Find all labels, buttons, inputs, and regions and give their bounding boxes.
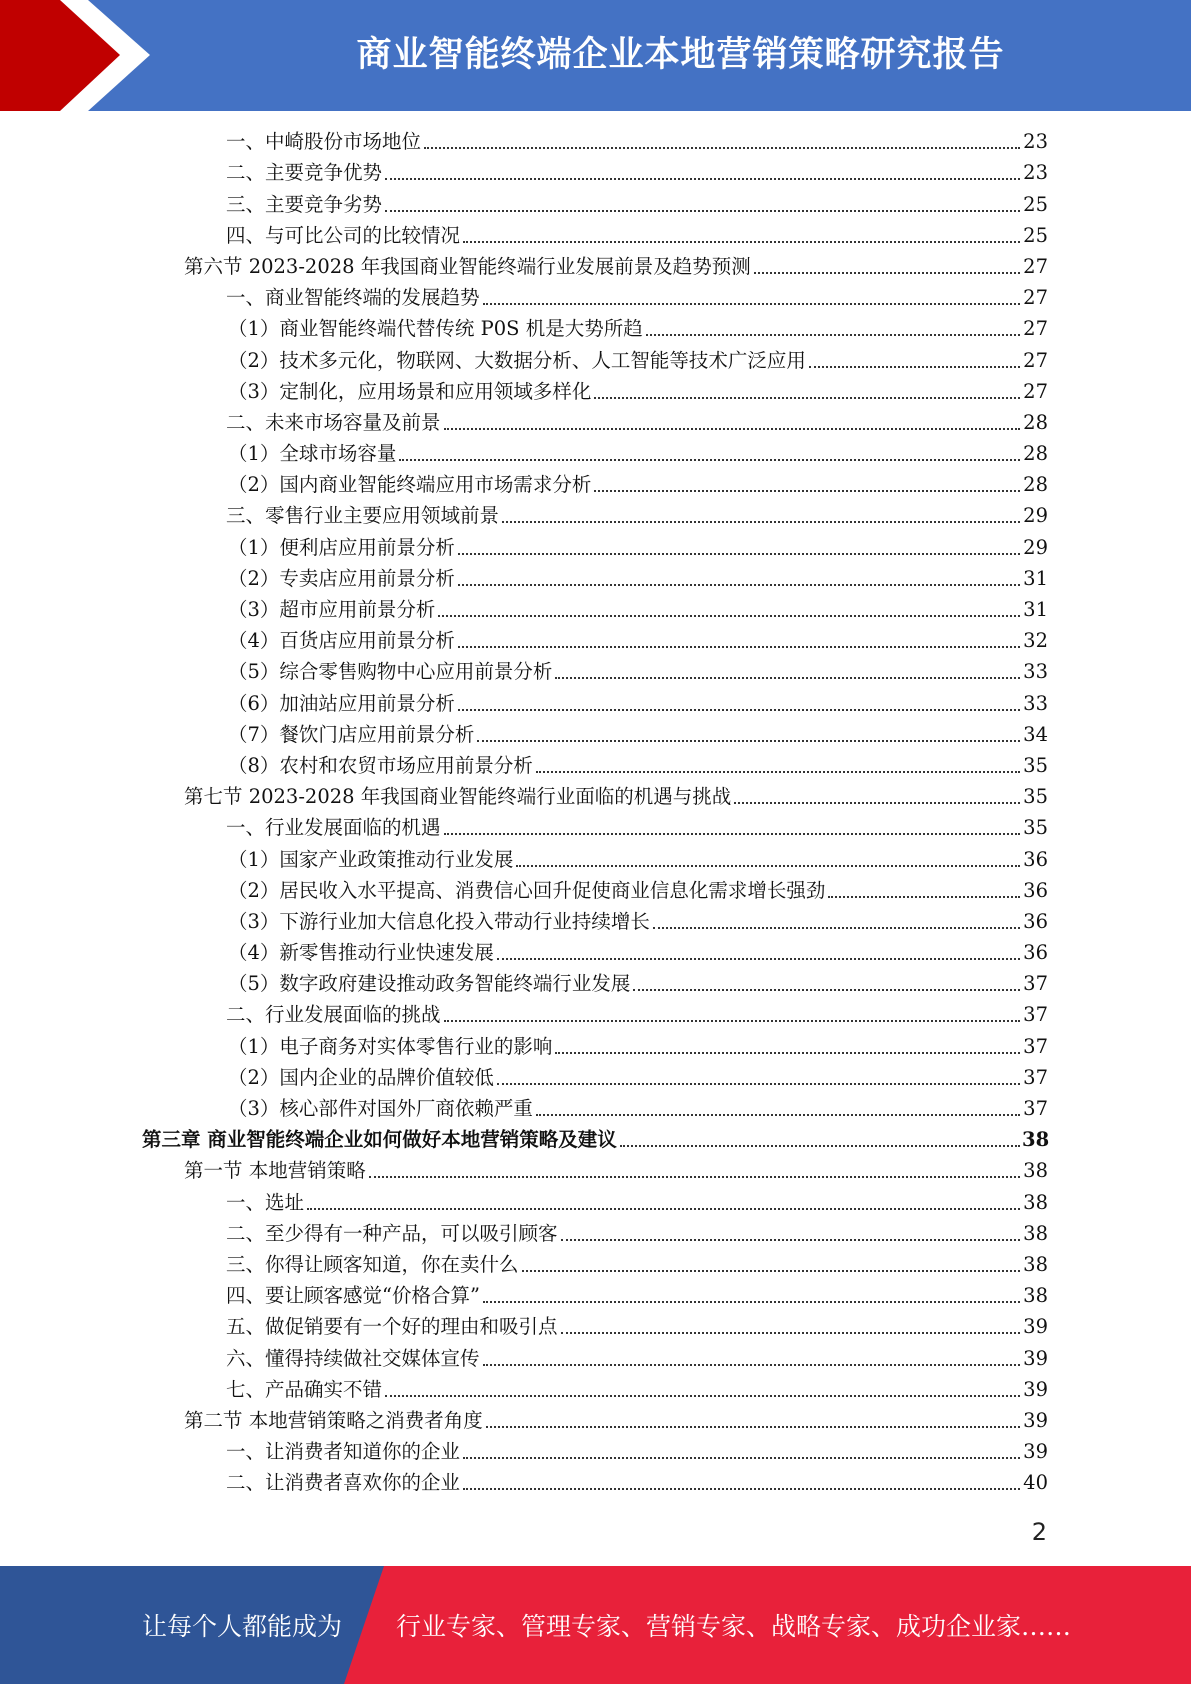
- toc-leader-dots: [483, 1301, 1020, 1303]
- toc-entry-page: 27: [1023, 286, 1048, 310]
- toc-entry-title: （1）商业智能终端代替传统 P0S 机是大势所趋: [228, 317, 643, 341]
- toc-entry-page: 37: [1023, 1003, 1048, 1027]
- toc-entry-title: 一、商业智能终端的发展趋势: [226, 286, 480, 310]
- toc-entry-page: 39: [1023, 1408, 1048, 1432]
- toc-entry-page: 39: [1023, 1377, 1048, 1401]
- toc-entry-page: 31: [1023, 598, 1048, 621]
- toc-entry[interactable]: [228, 1063, 1048, 1094]
- toc-leader-dots: [620, 1145, 1020, 1147]
- toc-entry-title: 七、产品确实不错: [226, 1377, 383, 1401]
- page-footer: [0, 1566, 1191, 1684]
- toc-leader-dots: [522, 1270, 1020, 1272]
- toc-entry-page: 38: [1023, 1252, 1048, 1276]
- toc-entry[interactable]: [228, 938, 1048, 969]
- toc-entry[interactable]: [184, 782, 1048, 813]
- toc-entry-page: 38: [1022, 1128, 1050, 1152]
- toc-leader-dots: [307, 1208, 1020, 1210]
- toc-entry[interactable]: [228, 532, 1048, 563]
- toc-leader-dots: [444, 428, 1020, 430]
- toc-entry[interactable]: [226, 1250, 1048, 1281]
- toc-leader-dots: [646, 334, 1020, 336]
- toc-entry-page: 36: [1023, 878, 1048, 902]
- toc-leader-dots: [754, 272, 1020, 274]
- toc-entry-page: 33: [1023, 660, 1048, 684]
- toc-entry-page: 37: [1023, 972, 1048, 996]
- toc-leader-dots: [516, 865, 1020, 867]
- toc-entry[interactable]: [184, 1156, 1048, 1187]
- toc-entry-page: 39: [1023, 1440, 1048, 1464]
- toc-entry-page: 25: [1023, 223, 1048, 247]
- toc-entry-title: （3）超市应用前景分析: [228, 598, 436, 621]
- toc-entry-page: 27: [1023, 379, 1048, 403]
- footer-slogan-left: 让每个人都能成为: [142, 1612, 343, 1641]
- toc-leader-dots: [385, 1395, 1020, 1397]
- toc-leader-dots: [458, 584, 1020, 586]
- toc-entry[interactable]: [228, 470, 1048, 501]
- toc-leader-dots: [486, 1426, 1020, 1428]
- toc-entry-title: （2）国内商业智能终端应用市场需求分析: [228, 473, 592, 497]
- toc-entry-title: 第一节 本地营销策略: [184, 1159, 366, 1183]
- toc-entry[interactable]: [226, 189, 1048, 220]
- header-arrow-icon: [0, 0, 170, 111]
- toc-entry-title: 五、做促销要有一个好的理由和吸引点: [226, 1315, 558, 1339]
- toc-entry-title: 四、要让顾客感觉“价格合算”: [226, 1284, 480, 1308]
- toc-entry[interactable]: [228, 720, 1048, 751]
- toc-entry-page: 28: [1023, 442, 1048, 466]
- toc-entry-title: （1）便利店应用前景分析: [228, 535, 455, 559]
- toc-entry-title: 一、让消费者知道你的企业: [226, 1440, 461, 1464]
- toc-entry-title: 二、主要竞争优势: [226, 161, 383, 185]
- page-number: 2: [1031, 1518, 1047, 1546]
- toc-leader-dots: [555, 1052, 1020, 1054]
- toc-leader-dots: [594, 397, 1020, 399]
- toc-entry-title: （2）居民收入水平提高、消费信心回升促使商业信息化需求增长强劲: [228, 878, 826, 902]
- toc-leader-dots: [399, 459, 1020, 461]
- toc-leader-dots: [444, 1020, 1020, 1022]
- toc-entry-title: 三、你得让顾客知道，你在卖什么: [226, 1252, 519, 1276]
- toc-leader-dots: [561, 1332, 1020, 1334]
- toc-entry[interactable]: [226, 1312, 1048, 1343]
- toc-entry-page: 38: [1023, 1284, 1048, 1308]
- toc-entry[interactable]: [226, 1343, 1048, 1374]
- toc-entry-title: （2）技术多元化，物联网、大数据分析、人工智能等技术广泛应用: [228, 348, 806, 372]
- toc-entry[interactable]: [226, 501, 1048, 532]
- toc-entry[interactable]: [228, 907, 1048, 938]
- toc-entry-title: 二、行业发展面临的挑战: [226, 1003, 441, 1027]
- toc-entry-page: 37: [1023, 1034, 1048, 1058]
- toc-entry-title: 二、未来市场容量及前景: [226, 410, 441, 434]
- toc-entry-title: 二、让消费者喜欢你的企业: [226, 1471, 461, 1495]
- toc-leader-dots: [497, 1083, 1020, 1085]
- toc-entry-title: （3）定制化，应用场景和应用领域多样化: [228, 379, 592, 403]
- toc-entry-title: 第二节 本地营销策略之消费者角度: [184, 1408, 483, 1432]
- toc-entry[interactable]: [228, 595, 1048, 626]
- toc-entry[interactable]: [228, 439, 1048, 470]
- toc-entry-page: 37: [1023, 1065, 1048, 1089]
- toc-entry[interactable]: [184, 1406, 1048, 1437]
- toc-entry-title: （7）餐饮门店应用前景分析: [228, 722, 475, 746]
- toc-entry-title: （4）新零售推动行业快速发展: [228, 941, 494, 965]
- toc-entry-page: 29: [1023, 535, 1048, 559]
- toc-leader-dots: [385, 210, 1020, 212]
- toc-entry[interactable]: [226, 158, 1048, 189]
- toc-entry[interactable]: [228, 844, 1048, 875]
- toc-entry-page: 29: [1023, 504, 1048, 528]
- toc-entry-title: 六、懂得持续做社交媒体宣传: [226, 1346, 480, 1370]
- toc-entry[interactable]: [226, 221, 1048, 252]
- toc-entry-page: 27: [1023, 317, 1048, 341]
- toc-leader-dots: [444, 833, 1020, 835]
- toc-entry-page: 35: [1023, 753, 1048, 777]
- toc-entry-page: 31: [1023, 566, 1048, 590]
- toc-entry-title: （4）百货店应用前景分析: [228, 629, 455, 653]
- toc-entry-page: 37: [1023, 1097, 1048, 1120]
- toc-entry-title: （1）全球市场容量: [228, 442, 397, 466]
- toc-entry[interactable]: [228, 1094, 1048, 1125]
- toc-leader-dots: [734, 802, 1020, 804]
- toc-entry[interactable]: [226, 1437, 1048, 1468]
- toc-entry-title: （2）专卖店应用前景分析: [228, 566, 455, 590]
- toc-entry[interactable]: [226, 1281, 1048, 1312]
- toc-entry[interactable]: [228, 377, 1048, 408]
- toc-entry-page: 33: [1023, 691, 1048, 715]
- table-of-contents: [0, 127, 1191, 1499]
- toc-leader-dots: [536, 771, 1020, 773]
- toc-entry-page: 38: [1023, 1159, 1048, 1183]
- toc-entry-page: 36: [1023, 847, 1048, 871]
- toc-entry-page: 34: [1023, 722, 1048, 746]
- toc-entry[interactable]: [228, 969, 1048, 1000]
- toc-entry-page: 27: [1023, 348, 1048, 372]
- toc-entry-title: 四、与可比公司的比较情况: [226, 223, 461, 247]
- toc-entry[interactable]: [228, 345, 1048, 376]
- toc-leader-dots: [463, 241, 1020, 243]
- toc-entry-page: 36: [1023, 909, 1048, 933]
- toc-entry-title: （3）下游行业加大信息化投入带动行业持续增长: [228, 909, 650, 933]
- toc-entry-title: （2）国内企业的品牌价值较低: [228, 1065, 494, 1089]
- toc-entry[interactable]: [228, 314, 1048, 345]
- toc-entry[interactable]: [226, 1468, 1048, 1499]
- toc-leader-dots: [458, 709, 1020, 711]
- toc-leader-dots: [424, 147, 1020, 149]
- toc-entry-title: 三、主要竞争劣势: [226, 192, 383, 216]
- toc-entry[interactable]: [226, 1375, 1048, 1406]
- toc-entry-title: 三、零售行业主要应用领域前景: [226, 504, 500, 528]
- toc-leader-dots: [438, 615, 1020, 617]
- toc-entry[interactable]: [228, 688, 1048, 719]
- footer-slogan-right: 行业专家、管理专家、营销专家、战略专家、成功企业家……: [396, 1612, 1072, 1641]
- toc-entry-title: （8）农村和农贸市场应用前景分析: [228, 753, 533, 777]
- toc-leader-dots: [633, 989, 1020, 991]
- toc-leader-dots: [828, 896, 1020, 898]
- toc-entry-title: 第七节 2023-2028 年我国商业智能终端行业面临的机遇与挑战: [184, 785, 732, 809]
- toc-entry-title: （1）国家产业政策推动行业发展: [228, 847, 514, 871]
- toc-leader-dots: [458, 646, 1020, 648]
- toc-leader-dots: [385, 178, 1020, 180]
- toc-entry[interactable]: [226, 408, 1048, 439]
- toc-entry-title: （5）综合零售购物中心应用前景分析: [228, 660, 553, 684]
- toc-entry[interactable]: [228, 564, 1048, 595]
- toc-leader-dots: [555, 677, 1020, 679]
- toc-entry-title: （1）电子商务对实体零售行业的影响: [228, 1034, 553, 1058]
- toc-entry-page: 27: [1023, 254, 1048, 278]
- toc-entry-page: 40: [1023, 1471, 1048, 1495]
- toc-entry-page: 32: [1023, 629, 1048, 653]
- toc-entry-page: 38: [1023, 1221, 1048, 1245]
- toc-entry-page: 39: [1023, 1346, 1048, 1370]
- toc-leader-dots: [458, 553, 1020, 555]
- toc-entry-title: （6）加油站应用前景分析: [228, 691, 455, 715]
- toc-entry-title: 第三章 商业智能终端企业如何做好本地营销策略及建议: [142, 1128, 617, 1152]
- toc-leader-dots: [536, 1114, 1020, 1116]
- toc-entry[interactable]: [228, 657, 1048, 688]
- toc-entry-page: 25: [1023, 192, 1048, 216]
- toc-entry-page: 35: [1023, 816, 1048, 840]
- toc-entry-title: （5）数字政府建设推动政务智能终端行业发展: [228, 972, 631, 996]
- toc-leader-dots: [561, 1239, 1020, 1241]
- toc-entry[interactable]: [226, 1187, 1048, 1218]
- toc-entry-page: 23: [1023, 161, 1048, 185]
- toc-leader-dots: [594, 490, 1020, 492]
- toc-entry-title: 一、行业发展面临的机遇: [226, 816, 441, 840]
- toc-entry-title: （3）核心部件对国外厂商依赖严重: [228, 1097, 533, 1120]
- toc-leader-dots: [463, 1488, 1020, 1490]
- toc-leader-dots: [463, 1457, 1020, 1459]
- toc-entry-page: 28: [1023, 473, 1048, 497]
- toc-entry[interactable]: [184, 252, 1048, 283]
- toc-entry[interactable]: [226, 283, 1048, 314]
- header-title: 商业智能终端企业本地营销策略研究报告: [356, 35, 1005, 75]
- toc-entry-page: 35: [1023, 785, 1048, 809]
- toc-entry[interactable]: [228, 751, 1048, 782]
- toc-entry[interactable]: [226, 1219, 1048, 1250]
- toc-entry-page: 36: [1023, 941, 1048, 965]
- toc-leader-dots: [653, 927, 1020, 929]
- toc-entry-title: 二、至少得有一种产品，可以吸引顾客: [226, 1221, 558, 1245]
- toc-entry-page: 23: [1023, 130, 1048, 154]
- page-header: [0, 0, 1191, 111]
- toc-entry[interactable]: [228, 626, 1048, 657]
- toc-entry[interactable]: [228, 876, 1048, 907]
- toc-leader-dots: [483, 303, 1020, 305]
- toc-leader-dots: [497, 958, 1020, 960]
- toc-entry-page: 38: [1023, 1190, 1048, 1214]
- toc-entry-title: 一、中崎股份市场地位: [226, 130, 422, 154]
- toc-entry[interactable]: [226, 127, 1048, 158]
- toc-leader-dots: [809, 366, 1020, 368]
- toc-leader-dots: [477, 740, 1020, 742]
- toc-entry[interactable]: [226, 813, 1048, 844]
- toc-entry[interactable]: [142, 1125, 1048, 1156]
- toc-leader-dots: [502, 521, 1020, 523]
- toc-entry-page: 28: [1023, 410, 1048, 434]
- toc-entry-page: 39: [1023, 1315, 1048, 1339]
- toc-leader-dots: [483, 1364, 1020, 1366]
- toc-entry-title: 第六节 2023-2028 年我国商业智能终端行业发展前景及趋势预测: [184, 254, 751, 278]
- toc-entry-title: 一、选址: [226, 1190, 305, 1214]
- toc-entry[interactable]: [226, 1000, 1048, 1031]
- toc-leader-dots: [369, 1176, 1020, 1178]
- toc-entry[interactable]: [228, 1031, 1048, 1062]
